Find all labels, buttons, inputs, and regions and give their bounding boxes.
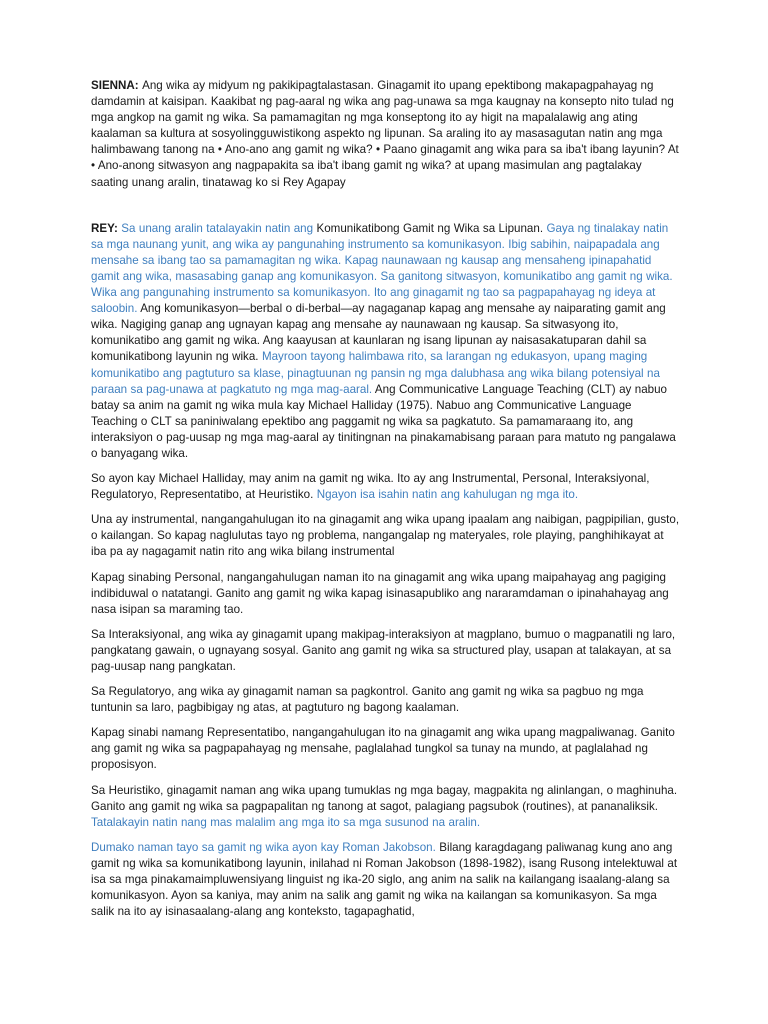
speaker-label: SIENNA: [91, 79, 143, 92]
highlighted-text: Ngayon isa isahin natin ang kahulugan ng mga ito. [316, 488, 579, 502]
paragraph [91, 221, 681, 462]
paragraph [91, 512, 681, 560]
body-text: Sa Regulatoryo, ang wika ay ginagamit naman sa pagkontrol. Ganito ang gamit ng wika sa pagbuo ng mga tuntunin sa laro, pagbibigay ng atas, at pagtuturo ng bagong kaalaman. [91, 685, 644, 715]
body-text: Una ay instrumental, nangangahulugan ito na ginagamit ang wika upang ipaalam ang naibigan, pagpipilian, gusto, o kailangan. So kapag naglulutas tayo ng problema, nangangalap ng materyales, role playing, panghihikayat at iba pa ay nagagamit natin rito ang wika bilang instrumental [91, 513, 680, 559]
highlighted-text: Tatalakayin natin nang mas malalim ang mga ito sa mga susunod na aralin. [91, 815, 481, 829]
body-text: Bilang karagdagang paliwanag kung ano ang gamit ng wika sa komunikatibong layunin, inilahad ni Roman Jakobson (1898-1982), isang Rusong intelektuwal at isa sa mga pinakamaimpluwensiyang linguist ng ika-20 siglo, ang anim na salik na kailangang isaalang-alang sa komunikasyon. Ayon sa kaniya, may anim na salik ang gamit ng wika na kailangan sa komunikasyon. Sa mga salik na ito ay isinasaalang-alang ang konteksto, tagapaghatid, [91, 840, 678, 919]
paragraph [91, 570, 681, 618]
paragraph [91, 684, 681, 716]
paragraph [91, 725, 681, 773]
highlighted-text: Dumako naman tayo sa gamit ng wika ayon kay Roman Jakobson. [91, 840, 440, 854]
body-text: So ayon kay Michael Halliday, may anim na gamit ng wika. Ito ay ang Instrumental, Personal, Interaksiyonal, Regulatoryo, Representatibo, at Heuristiko. [91, 472, 650, 502]
paragraph [91, 78, 681, 191]
body-text: Ang Communicative Language Teaching (CLT) ay nabuo batay sa anim na gamit ng wika mula kay Michael Halliday (1975). Nabuo ang Communicative Language Teaching o CLT sa paniniwalang epektibo ang paggamit ng wika sa pagkatuto. Sa pamamaraang ito, ang interaksiyon o pag-uusap ng mga mag-aaral ay tinitingnan na pinakamabisang paraan para matuto ng pangalawa o banyagang wika. [91, 382, 676, 460]
paragraph [91, 840, 681, 920]
paragraph [91, 471, 681, 503]
body-text: Kapag sinabi namang Representatibo, nangangahulugan ito na ginagamit ang wika upang magpaliwanag. Ganito ang gamit ng wika sa pagpapahayag ng mensahe, paglalahad tungkol sa tunay na mundo, at paglalahad ng proposisyon. [91, 726, 675, 772]
document-page [91, 78, 681, 929]
highlighted-text: Sa unang aralin tatalayakin natin ang [121, 221, 317, 235]
body-text: Sa Interaksiyonal, ang wika ay ginagamit upang makipag-interaksiyon at magplano, bumuo o magpanatili ng laro, pangkatang gawain, o ugnayang sosyal. Ganito ang gamit ng wika sa structured play, usapan at talakayan, at sa pag-uusap nang pangkatan. [91, 627, 676, 673]
highlighted-text: Mayroon tayong halimbawa rito, sa larangan ng edukasyon, upang maging komunikatibo ang pagtuturo sa klase, pinagtuunan ng pansin ng mga dalubhasa ang wika bilang potensiyal na paraan sa pag-unawa at pagkatuto ng mga mag-aaral. [91, 350, 660, 396]
body-text: Ang komunikasyon—berbal o di-berbal—ay nagaganap kapag ang mensahe ay naiparating gamit ang wika. Nagiging ganap ang ugnayan kapag ang mensahe ay naunawaan ng kausap. Sa sitwasyong ito, komunikatibo ang gamit ng wika. Ang kaayusan at kaunlaran ng isang lipunan ay naisasakatuparan dahil sa komunikatibong layunin ng wika. [91, 302, 666, 364]
body-text: Komunikatibong Gamit ng Wika sa Lipunan. [316, 221, 547, 235]
paragraph [91, 627, 681, 675]
highlighted-text: Gaya ng tinalakay natin sa mga naunang yunit, ang wika ay pangunahing instrumento sa komunikasyon. Ibig sabihin, naipapadala ang mensahe sa ibang tao sa pamamagitan ng wika. Kapag naunawaan ng kausap ang mensaheng ipinapahatid gamit ang wika, masasabing ganap ang komunikasyon. Sa ganitong sitwasyon, komunikatibo ang gamit ng wika. Wika ang pangunahing instrumento sa komunikasyon. Ito ang ginagamit ng tao sa pagpapahayag ng ideya at saloobin. [91, 221, 673, 316]
body-text: Sa Heuristiko, ginagamit naman ang wika upang tumuklas ng mga bagay, magpakita ng alinlangan, o maghinuha. Ganito ang gamit ng wika sa pagpapalitan ng tanong at sagot, palagiang pagsubok (routines), at pananaliksik. [91, 783, 678, 813]
body-text: Kapag sinabing Personal, nangangahulugan naman ito na ginagamit ang wika upang maipahayag ang pagiging indibiduwal o natatangi. Ganito ang gamit ng wika kapag isinasapubliko ang nararamdaman o ipinahahayag ang nasa isipan sa maraming tao. [91, 570, 669, 616]
body-text: Ang wika ay midyum ng pakikipagtalastasan. Ginagamit ito upang epektibong makapagpahayag ng damdamin at kaisipan. Kaakibat ng pag-aaral ng wika ang pag-unawa sa mga kaugnay na konsepto nito tulad ng mga angkop na gamit ng wika. Sa pamamagitan ng mga konseptong ito ay higit na mapalalawig ang ating kaalaman sa kultura at sosyolingguwistikong aspekto ng lipunan. Sa araling ito ay masasagutan natin ang mga halimbawang tanong na • Ano-ano ang gamit ng wika? • Paano ginagamit ang wika para sa iba't ibang layunin? At • Ano-anong sitwasyon ang nagpapakita sa iba't ibang gamit ng wika? at upang masimulan ang pagtalakay saating unang aralin, tinatawag ko si Rey Agapay [91, 79, 679, 189]
paragraph [91, 783, 681, 831]
speaker-label: REY: [91, 221, 122, 235]
